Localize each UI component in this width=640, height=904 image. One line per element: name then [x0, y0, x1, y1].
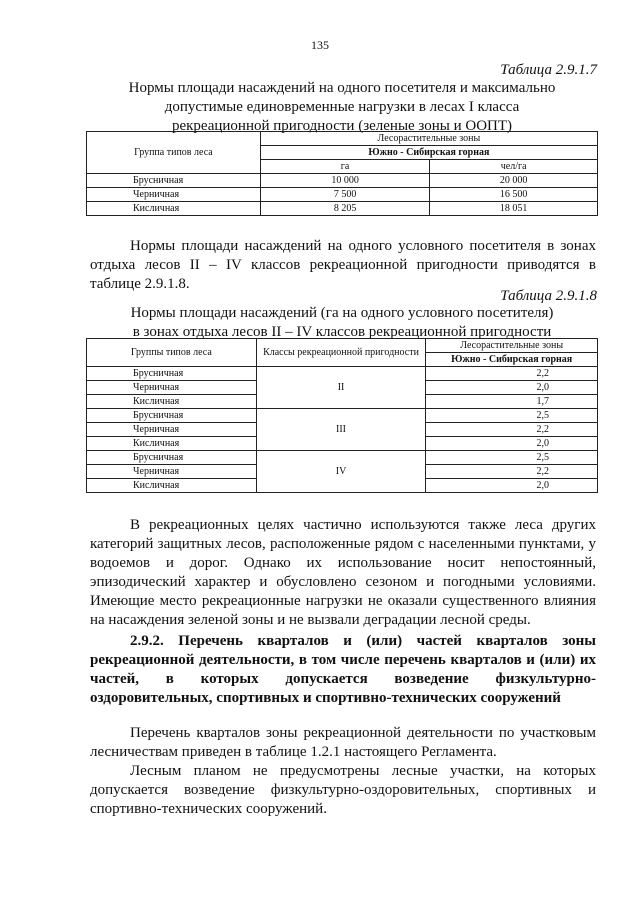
table-1-title	[86, 79, 598, 136]
visitors-cell: 20 000	[430, 174, 598, 188]
table-1-title-line: Нормы площади насаждений на одного посетителя и максимально	[128, 80, 556, 96]
table-2-head-zone: Южно - Сибирская горная	[426, 353, 598, 367]
paragraph-1: Нормы площади насаждений на одного условного посетителя в зонах отдыха лесов II – IV классов рекреационной пригодности приводятся в таблице 2.9.1.8.	[90, 238, 596, 292]
table-row	[87, 367, 598, 381]
area-cell: 10 000	[260, 174, 430, 188]
paragraph-3: Перечень кварталов зоны рекреационной деятельности по участковым лесничествам приведен в таблице 1.2.1 настоящего Регламента.	[90, 725, 596, 760]
table-row	[87, 451, 598, 465]
forest-type-cell: Кисличная	[87, 437, 257, 451]
norm-value-cell: 2,2	[426, 465, 598, 479]
section-heading: 2.9.2. Перечень кварталов и (или) частей кварталов зоны рекреационной деятельности, в том числе перечень кварталов и (или) их частей, в которых допускается возведение физкультурно-оздоровительных, спортивных и спортивно-технических сооружений	[90, 633, 596, 706]
norm-value-cell: 2,5	[426, 409, 598, 423]
table-1-caption: Таблица 2.9.1.7	[500, 62, 597, 78]
area-cell: 7 500	[260, 188, 430, 202]
forest-type-cell: Кисличная	[87, 395, 257, 409]
visitors-cell: 18 051	[430, 202, 598, 216]
norm-value-cell: 2,0	[426, 381, 598, 395]
table-1	[86, 131, 598, 216]
paragraph-2: В рекреационных целях частично используются также леса других категорий защитных лесов, расположенные рядом с населенными пунктами, у водоемов и дорог. Однако их использование носит непостоянный, эпизодический характер и обусловлено сезоном и погодными условиями. Имеющие место рекреационные нагрузки не оказали существенного влияния на насаждения зеленой зоны и не вызвали деградации лесной среды.	[90, 517, 596, 628]
table-2-head-class: Классы рекреационной пригодности	[256, 339, 426, 367]
table-1-head-group: Группа типов леса	[87, 132, 261, 174]
norm-value-cell: 2,5	[426, 451, 598, 465]
table-2-title-line: Нормы площади насаждений (га на одного условного посетителя)	[130, 305, 554, 321]
table-row	[87, 174, 598, 188]
forest-type-cell: Черничная	[87, 465, 257, 479]
table-1-head-zones: Лесорастительные зоны	[260, 132, 597, 146]
table-1-head-zone: Южно - Сибирская горная	[260, 146, 597, 160]
table-1-title-line: допустимые единовременные нагрузки в лесах I класса	[164, 99, 520, 115]
table-row	[87, 202, 598, 216]
forest-type-cell: Брусничная	[87, 409, 257, 423]
forest-type-cell: Брусничная	[87, 451, 257, 465]
table-1-title-line: рекреационной пригодности (зеленые зоны и ООПТ)	[171, 118, 513, 134]
forest-type-cell: Кисличная	[87, 479, 257, 493]
table-2-head-group: Группы типов леса	[87, 339, 257, 367]
area-cell: 8 205	[260, 202, 430, 216]
table-2-caption: Таблица 2.9.1.8	[500, 288, 597, 304]
table-1-unit-per: чел/га	[430, 160, 598, 174]
forest-type-cell: Черничная	[87, 381, 257, 395]
class-cell: II	[256, 367, 426, 409]
norm-value-cell: 2,0	[426, 437, 598, 451]
visitors-cell: 16 500	[430, 188, 598, 202]
table-2-title-line: в зонах отдыха лесов II – IV классов рекреационной пригодности	[132, 324, 552, 340]
table-1-unit-ha: га	[260, 160, 430, 174]
norm-value-cell: 2,2	[426, 423, 598, 437]
table-2-head-zones: Лесорастительные зоны	[426, 339, 598, 353]
paragraph-4: Лесным планом не предусмотрены лесные участки, на которых допускается возведение физкультурно-оздоровительных, спортивных и спортивно-технических сооружений.	[90, 763, 596, 817]
forest-type-cell: Брусничная	[87, 174, 261, 188]
norm-value-cell: 1,7	[426, 395, 598, 409]
class-cell: III	[256, 409, 426, 451]
class-cell: IV	[256, 451, 426, 493]
table-2-title	[86, 304, 598, 342]
norm-value-cell: 2,2	[426, 367, 598, 381]
page-number: 135	[311, 38, 329, 52]
table-row	[87, 188, 598, 202]
norm-value-cell: 2,0	[426, 479, 598, 493]
forest-type-cell: Черничная	[87, 423, 257, 437]
forest-type-cell: Черничная	[87, 188, 261, 202]
forest-type-cell: Кисличная	[87, 202, 261, 216]
forest-type-cell: Брусничная	[87, 367, 257, 381]
table-2	[86, 338, 598, 493]
table-row	[87, 409, 598, 423]
